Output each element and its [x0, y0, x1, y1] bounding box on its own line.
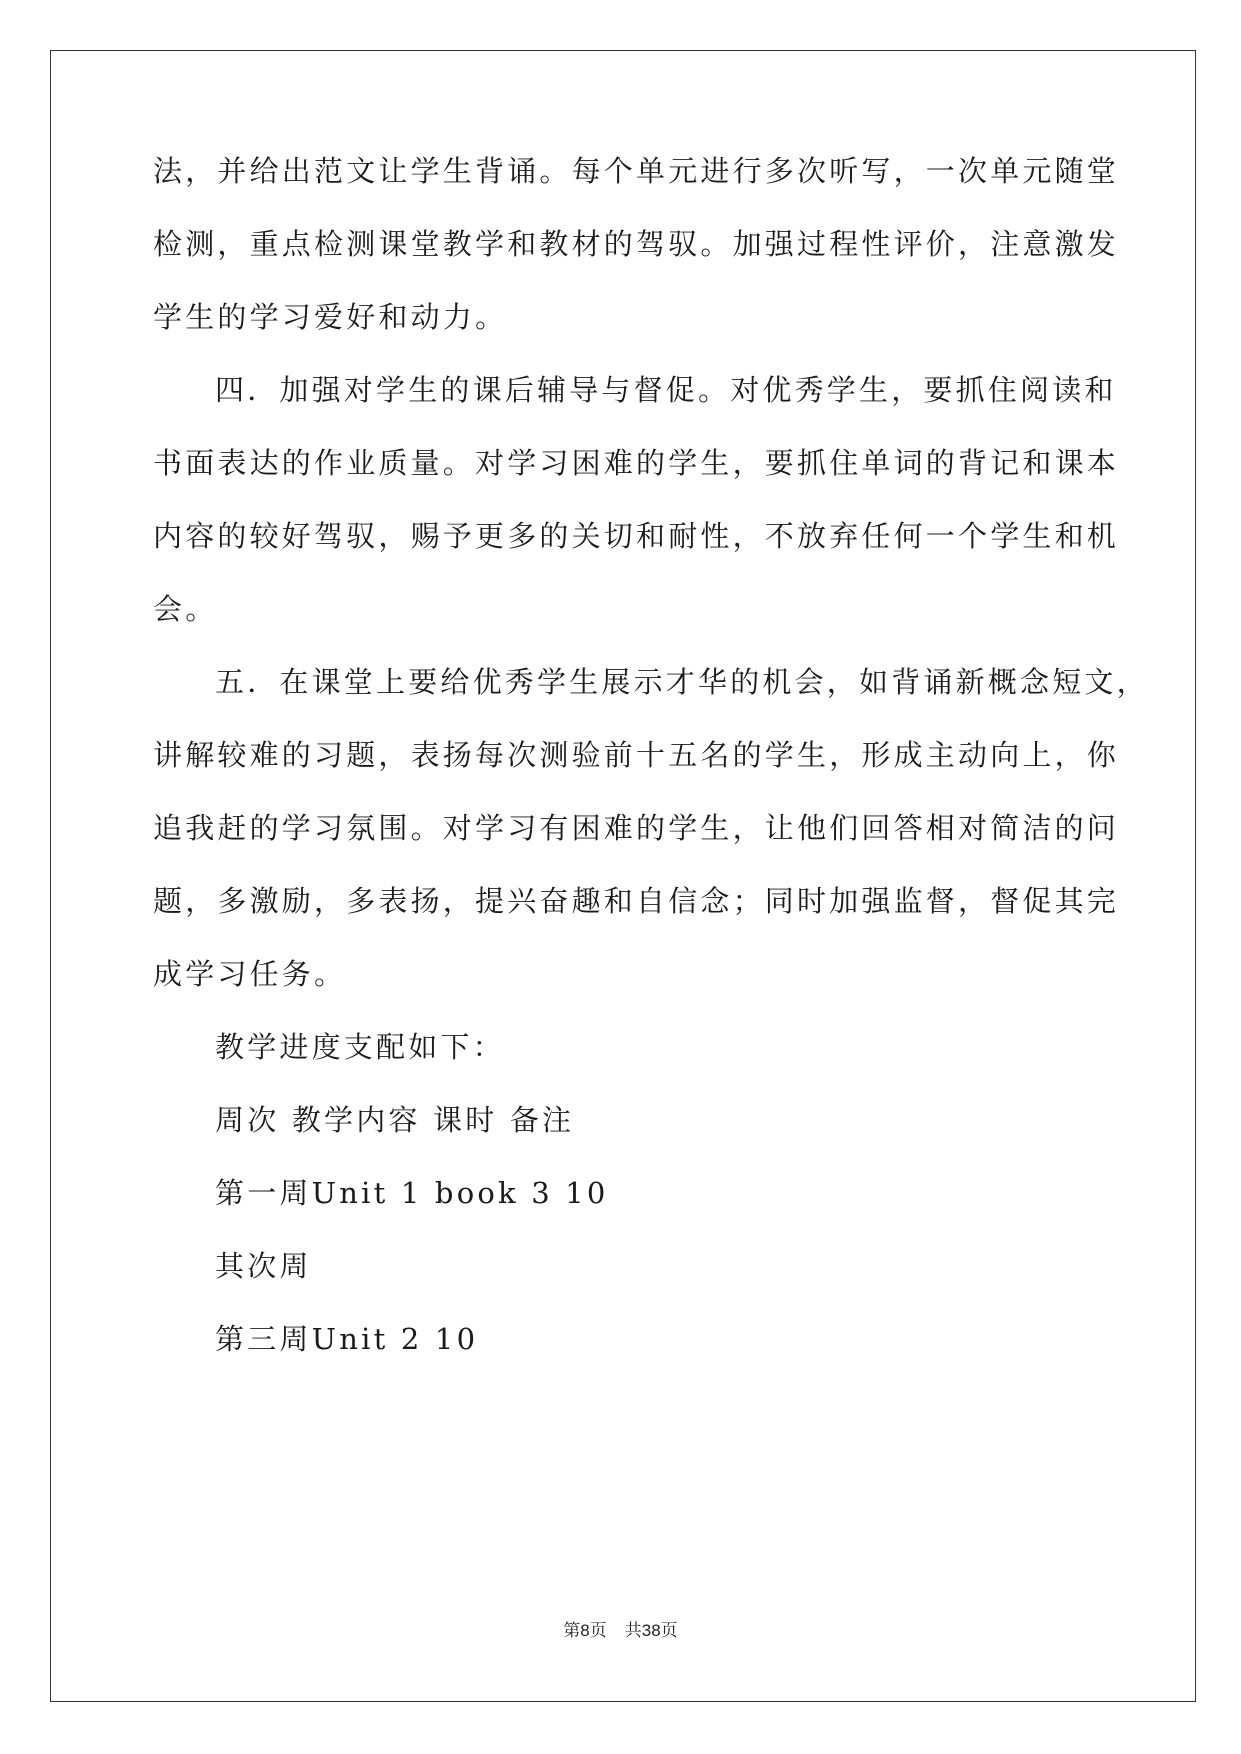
text-line: 题，多激励，多表扬，提兴奋趣和自信念；同时加强监督，督促其完	[153, 884, 1120, 918]
text-line: 其次周	[215, 1249, 312, 1283]
text-line: 五．在课堂上要给优秀学生展示才华的机会，如背诵新概念短文，	[215, 665, 1149, 699]
text-line: 法，并给出范文让学生背诵。每个单元进行多次听写，一次单元随堂	[153, 154, 1120, 188]
page-total: 共38页	[624, 1621, 678, 1640]
text-line: 周次 教学内容 课时 备注	[215, 1103, 575, 1137]
text-line: 四．加强对学生的课后辅导与督促。对优秀学生，要抓住阅读和	[215, 373, 1117, 407]
text-line: 检测，重点检测课堂教学和教材的驾驭。加强过程性评价，注意激发	[153, 227, 1120, 261]
text-line: 学生的学习爱好和动力。	[153, 300, 508, 334]
text-line: 成学习任务。	[153, 957, 347, 991]
page-number: 第8页	[563, 1621, 607, 1640]
text-line: 追我赶的学习氛围。对学习有困难的学生，让他们回答相对简洁的问	[153, 811, 1120, 845]
text-line: 会。	[153, 592, 218, 626]
text-line: 第三周Unit 2 10	[215, 1322, 479, 1356]
text-line: 书面表达的作业质量。对学习困难的学生，要抓住单词的背记和课本	[153, 446, 1120, 480]
text-line: 内容的较好驾驭，赐予更多的关切和耐性，不放弃任何一个学生和机	[153, 519, 1120, 553]
page-footer	[0, 1616, 1241, 1641]
text-line: 第一周Unit 1 book 3 10	[215, 1176, 609, 1210]
text-line: 教学进度支配如下：	[215, 1030, 505, 1064]
text-line: 讲解较难的习题，表扬每次测验前十五名的学生，形成主动向上，你	[153, 738, 1120, 772]
